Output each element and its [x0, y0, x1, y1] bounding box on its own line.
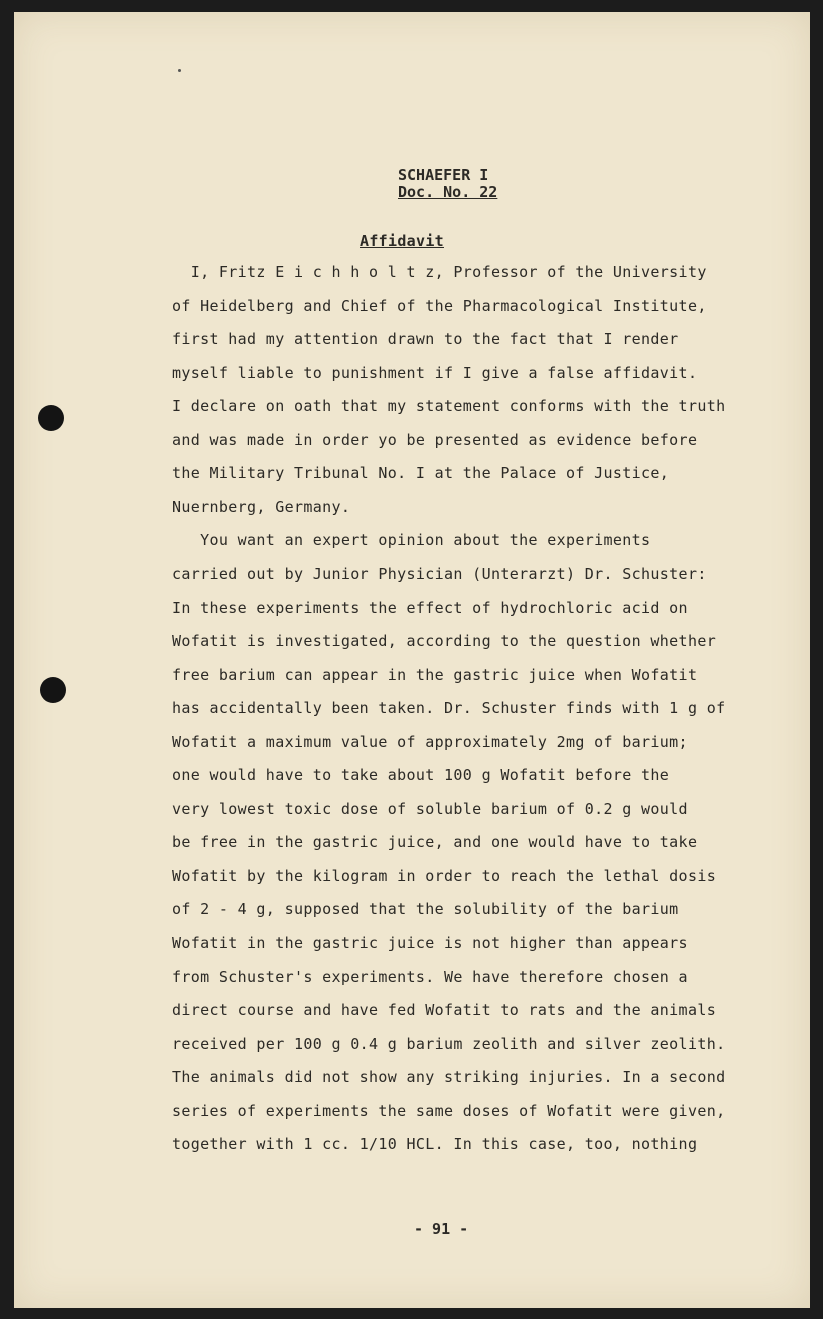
- body-text-line: myself liable to punishment if I give a false affidavit.: [172, 363, 698, 382]
- body-text-line: one would have to take about 100 g Wofatit before the: [172, 766, 670, 785]
- page-number: - 91 -: [414, 1220, 469, 1238]
- body-text-line: In these experiments the effect of hydrochloric acid on: [172, 598, 688, 617]
- body-text-line: Nuernberg, Germany.: [172, 497, 351, 516]
- body-text-line: Wofatit is investigated, according to the question whether: [172, 632, 717, 651]
- body-text-line: Wofatit in the gastric juice is not higher than appears: [172, 934, 688, 952]
- body-text-line: together with 1 cc. 1/10 HCL. In this case, too, nothing: [172, 1135, 698, 1154]
- body-text-line: of 2 - 4 g, supposed that the solubility of the barium: [172, 900, 679, 919]
- punch-hole: [40, 677, 66, 703]
- body-text-line: very lowest toxic dose of soluble barium of 0.2 g would: [172, 799, 688, 818]
- body-text-line: series of experiments the same doses of Wofatit were given,: [172, 1101, 726, 1120]
- document-case-label: SCHAEFER I: [398, 166, 489, 184]
- body-text-line: from Schuster's experiments. We have therefore chosen a: [172, 967, 688, 986]
- body-text-line: be free in the gastric juice, and one would have to take: [172, 833, 698, 852]
- body-text-line: carried out by Junior Physician (Unterarzt) Dr. Schuster:: [172, 564, 707, 583]
- document-number: Doc. No. 22: [398, 183, 498, 201]
- document-title: Affidavit: [360, 232, 444, 250]
- body-text-line: direct course and have fed Wofatit to rats and the animals: [172, 1001, 717, 1020]
- body-text-line: and was made in order yo be presented as evidence before: [172, 430, 698, 449]
- body-text-line: free barium can appear in the gastric juice when Wofatit: [172, 665, 698, 684]
- body-text-line: I declare on oath that my statement conforms with the truth: [172, 397, 726, 416]
- body-text-line: received per 100 g 0.4 g barium zeolith and silver zeolith.: [172, 1034, 726, 1053]
- body-text-line: You want an expert opinion about the experiments: [172, 531, 651, 550]
- body-text-line: The animals did not show any striking injuries. In a second: [172, 1068, 726, 1087]
- body-text-line: has accidentally been taken. Dr. Schuster finds with 1 g of: [172, 699, 726, 718]
- body-text-line: Wofatit a maximum value of approximately 2mg of barium;: [172, 732, 688, 751]
- punch-hole: [38, 405, 64, 431]
- body-text-line: of Heidelberg and Chief of the Pharmacological Institute,: [172, 296, 707, 315]
- paper-speck: [178, 69, 181, 72]
- body-text-line: Wofatit by the kilogram in order to reach the lethal dosis: [172, 866, 717, 885]
- body-text-line: first had my attention drawn to the fact that I render: [172, 330, 679, 349]
- body-text-line: the Military Tribunal No. I at the Palace of Justice,: [172, 464, 670, 483]
- body-text-line: I, Fritz E i c h h o l t z, Professor of the University: [172, 263, 707, 281]
